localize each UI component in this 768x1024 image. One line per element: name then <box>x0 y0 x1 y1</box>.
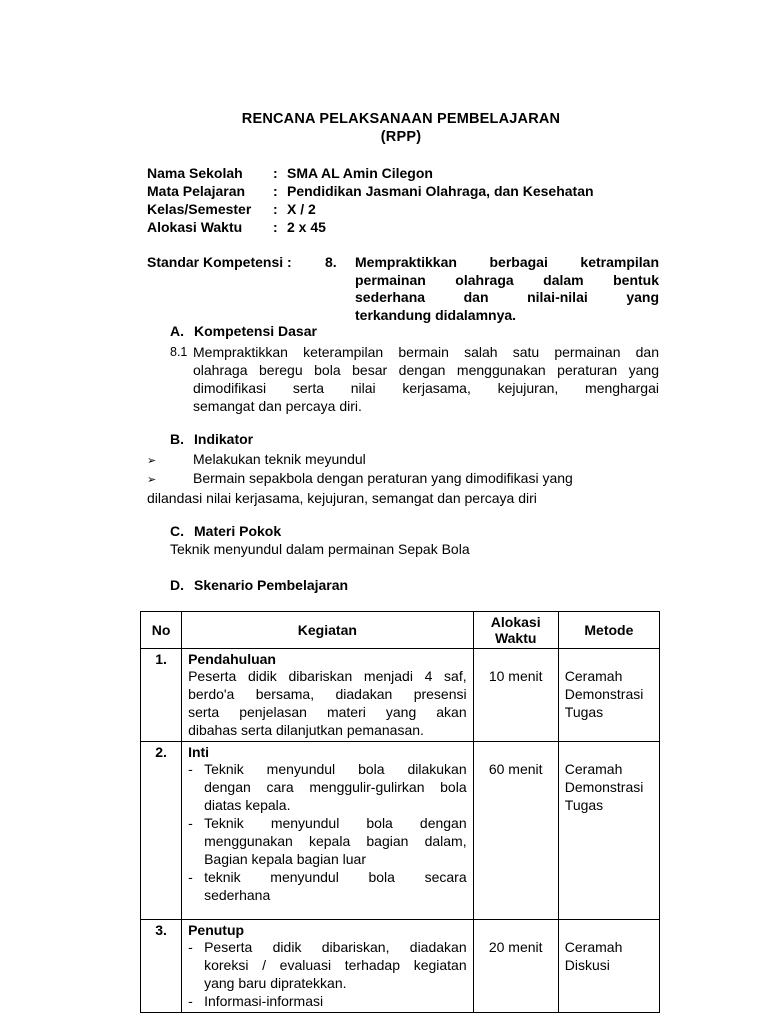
standar-line: sederhana dan nilai-nilai yang <box>355 289 659 305</box>
row-number: 1. <box>141 649 182 742</box>
section-letter: B. <box>170 431 184 447</box>
kegiatan-line: Peserta didik dibariskan menjadi 4 saf, <box>188 668 467 684</box>
info-row <box>147 218 594 236</box>
standar-line: permainan olahraga dalam bentuk <box>355 271 659 288</box>
dash-bullet-icon: - <box>188 815 193 831</box>
info-key: Alokasi Waktu <box>147 219 243 235</box>
standar-label: Standar Kompetensi : <box>147 254 292 270</box>
standar-number: 8. <box>325 254 337 270</box>
kegiatan-bullet <box>188 868 467 904</box>
phase-title: Inti <box>188 744 210 760</box>
kegiatan-line: serta penjelasan materi yang akan <box>188 704 467 720</box>
metode-item: Ceramah <box>564 761 623 777</box>
metode-item: Ceramah <box>564 939 623 955</box>
info-colon: : <box>273 201 278 217</box>
kompetensi-line: dimodifikasi serta nilai kerjasama, kejujuran, menghargai <box>193 380 659 396</box>
kegiatan-bullet <box>188 760 467 814</box>
materi-pokok-text: Teknik menyundul dalam permainan Sepak Bola <box>170 541 470 557</box>
header-alokasi-line: Alokasi <box>490 614 541 630</box>
phase-title: Penutup <box>188 922 245 938</box>
bullet-line: teknik menyundul bola secara <box>204 869 467 885</box>
header-alokasi-line: Waktu <box>494 630 537 646</box>
section-title: Indikator <box>194 431 254 447</box>
kompetensi-dasar <box>170 343 659 415</box>
header-metode: Metode <box>558 612 659 649</box>
indikator-text: Bermain sepakbola dengan peraturan yang dimodifikasi yang <box>193 470 573 486</box>
row-alokasi: 60 menit <box>473 742 558 920</box>
metode-item: Demonstrasi <box>564 686 644 702</box>
info-row <box>147 182 594 200</box>
row-alokasi: 10 menit <box>473 649 558 742</box>
header-kegiatan: Kegiatan <box>182 612 474 649</box>
metode-item: Tugas <box>564 797 604 813</box>
row-kegiatan <box>182 649 474 742</box>
arrow-bullet-icon: ➢ <box>147 474 157 486</box>
bullet-text <box>204 938 467 992</box>
bullet-line: dengan cara menggulir-gulirkan bola <box>204 779 467 795</box>
bullet-text <box>204 868 467 904</box>
info-value: SMA AL Amin Cilegon <box>287 165 433 181</box>
skenario-table <box>140 611 660 1013</box>
dash-bullet-icon: - <box>188 993 193 1009</box>
metode-item: Diskusi <box>564 957 610 973</box>
bullet-line: koreksi / evaluasi terhadap kegiatan <box>204 957 467 973</box>
info-key: Kelas/Semester <box>147 201 252 217</box>
indikator-text: Melakukan teknik meyundul <box>193 451 366 467</box>
info-value: 2 x 45 <box>287 219 326 235</box>
section-heading-b <box>170 431 253 447</box>
bullet-line: Informasi-informasi <box>204 993 324 1009</box>
metode-item: Demonstrasi <box>564 779 644 795</box>
section-heading-d <box>170 577 348 593</box>
section-heading-a <box>170 323 317 339</box>
standar-text <box>355 254 659 324</box>
kegiatan-bullet <box>188 938 467 992</box>
dash-bullet-icon: - <box>188 869 193 885</box>
arrow-bullet-icon: ➢ <box>147 455 157 467</box>
bullet-text <box>204 760 467 814</box>
kompetensi-line: olahraga beregu bola besar dengan menggunakan peraturan yang <box>193 362 659 378</box>
kegiatan-bullet <box>188 992 467 1010</box>
bullet-line: Teknik menyundul bola dilakukan <box>204 761 467 777</box>
kegiatan-line: berdo'a bersama, diadakan presensi <box>188 686 467 702</box>
bullet-text <box>204 814 467 868</box>
document-title: RENCANA PELAKSANAAN PEMBELAJARAN <box>241 111 561 127</box>
standar-line: Mempraktikkan berbagai ketrampilan <box>355 254 659 270</box>
section-heading-c <box>170 523 281 539</box>
header-no: No <box>141 612 182 649</box>
row-metode <box>558 649 659 742</box>
info-value: X / 2 <box>287 201 316 217</box>
kegiatan-bullet <box>188 814 467 868</box>
section-letter: A. <box>170 323 184 339</box>
bullet-line: menggunakan kepala bagian dalam, <box>204 833 467 849</box>
info-colon: : <box>273 165 278 181</box>
header-alokasi <box>473 612 558 649</box>
bullet-line: yang baru dipratekkan. <box>204 975 347 991</box>
kompetensi-line: Mempraktikkan keterampilan bermain salah satu permainan dan <box>193 344 659 360</box>
standar-line: terkandung didalamnya. <box>355 306 517 323</box>
row-number: 2. <box>141 742 182 920</box>
info-value: Pendidikan Jasmani Olahraga, dan Kesehatan <box>287 183 594 199</box>
table-row <box>141 649 660 742</box>
kompetensi-line: semangat dan percaya diri. <box>193 398 362 414</box>
bullet-line: Teknik menyundul bola dengan <box>204 815 467 831</box>
info-row <box>147 164 594 182</box>
row-kegiatan <box>182 742 474 920</box>
table-row <box>141 920 660 1013</box>
row-kegiatan <box>182 920 474 1013</box>
bullet-text <box>204 992 467 1010</box>
section-letter: D. <box>170 577 184 593</box>
info-colon: : <box>273 219 278 235</box>
info-key: Nama Sekolah <box>147 165 243 181</box>
metode-item: Ceramah <box>564 668 623 684</box>
indikator-item <box>147 469 659 507</box>
row-number: 3. <box>141 920 182 1013</box>
row-metode <box>558 920 659 1013</box>
info-colon: : <box>273 183 278 199</box>
row-metode <box>558 742 659 920</box>
dash-bullet-icon: - <box>188 939 193 955</box>
bullet-line: Bagian kepala bagian luar <box>204 851 366 867</box>
table-header-row <box>141 612 660 649</box>
info-row <box>147 200 594 218</box>
kompetensi-text <box>193 343 659 415</box>
row-alokasi: 20 menit <box>473 920 558 1013</box>
kompetensi-number: 8.1 <box>170 345 188 359</box>
indikator-item <box>147 450 659 470</box>
phase-title: Pendahuluan <box>188 651 276 667</box>
bullet-line: diatas kepala. <box>204 797 291 813</box>
bullet-line: sederhana <box>204 887 271 903</box>
identity-block <box>147 164 594 236</box>
section-title: Skenario Pembelajaran <box>194 577 349 593</box>
kegiatan-line: dibahas serta dilanjutkan pemanasan. <box>188 722 424 738</box>
bullet-line: Peserta didik dibariskan, diadakan <box>204 939 467 955</box>
section-title: Materi Pokok <box>194 523 282 539</box>
table-row <box>141 742 660 920</box>
indikator-text-continued: dilandasi nilai kerjasama, kejujuran, semangat dan percaya diri <box>147 490 537 506</box>
info-key: Mata Pelajaran <box>147 183 246 199</box>
metode-item: Tugas <box>564 704 604 720</box>
section-title: Kompetensi Dasar <box>194 323 317 339</box>
section-letter: C. <box>170 523 184 539</box>
dash-bullet-icon: - <box>188 761 193 777</box>
document-subtitle: (RPP) <box>380 129 422 145</box>
